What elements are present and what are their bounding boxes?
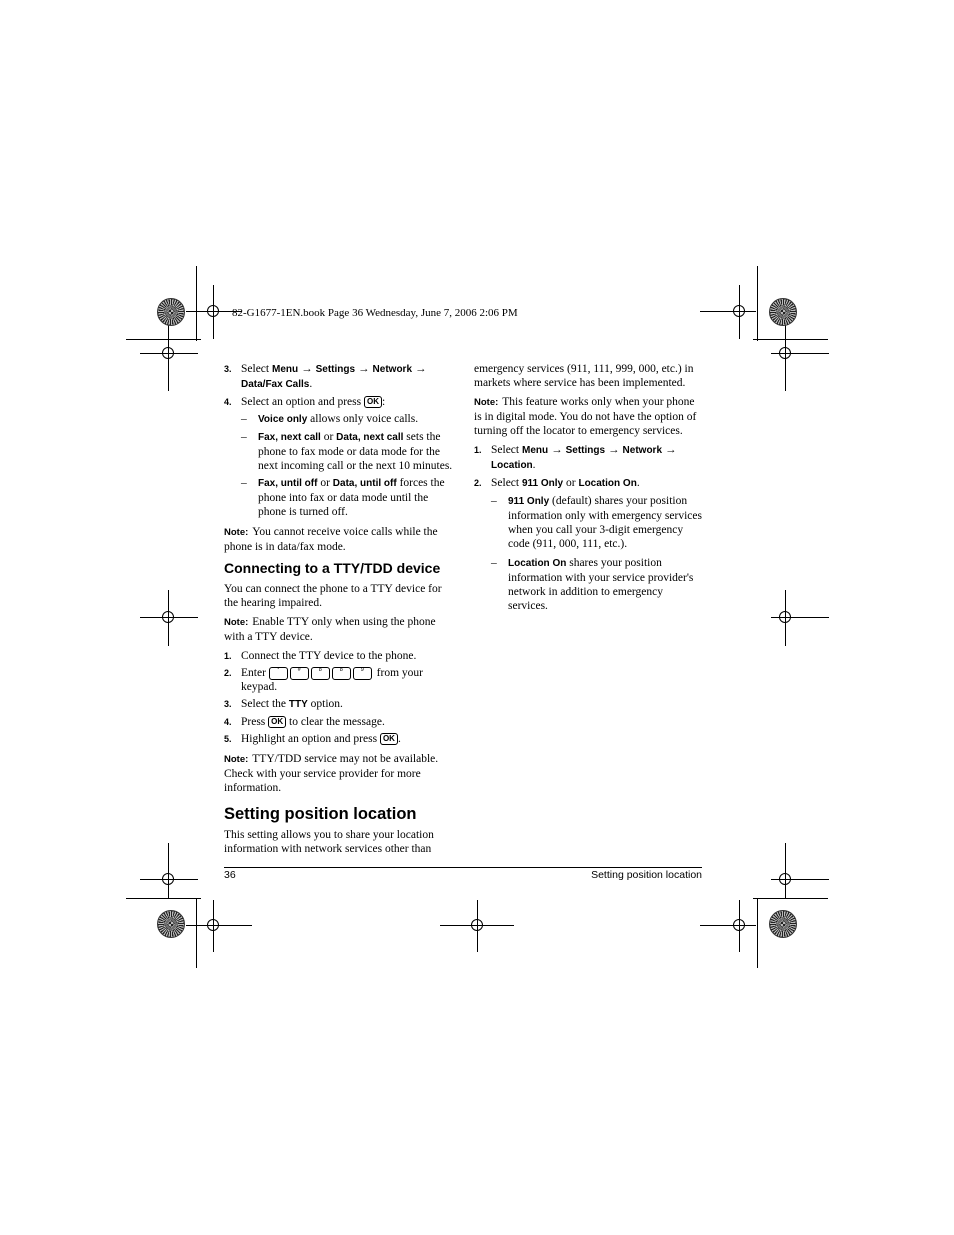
option-911-only: – 911 Only (default) shares your position information only with emergency services when you call your 3-digit emergency code (911, 000, 111, etc.).	[491, 495, 702, 550]
registration-mark-icon	[779, 873, 791, 885]
eight-key-icon: 8	[311, 667, 330, 680]
menu-label: Data/Fax Calls	[241, 379, 310, 390]
registration-mark-icon	[162, 347, 174, 359]
section-heading-position: Setting position location	[224, 805, 417, 823]
registration-mark-icon	[733, 305, 745, 317]
step-press-ok: 4. Press OK to clear the message.	[224, 716, 385, 728]
page-number: 36	[224, 869, 236, 881]
print-slug: 82-G1677-1EN.book Page 36 Wednesday, June 7, 2006 2:06 PM	[232, 307, 518, 319]
arrow-icon: →	[415, 363, 427, 375]
note-data-fax: Note: You cannot receive voice calls while the phone is in data/fax mode.	[224, 526, 438, 553]
crop-line	[168, 843, 169, 899]
crop-line	[196, 898, 197, 968]
nine-key-icon: 9	[353, 667, 372, 680]
menu-label: Menu	[271, 364, 299, 375]
arrow-icon: →	[358, 363, 370, 375]
option-next-call: – Fax, next call or Data, next call sets the phone to fax mode or data mode for the next incoming call or the next 10 minutes.	[241, 431, 453, 472]
ok-key-icon: OK	[268, 716, 286, 728]
position-intro-continued: emergency services (911, 111, 999, 000, etc.) in markets where service has been implemented.	[474, 363, 694, 389]
note-tty-service: Note: TTY/TDD service may not be available. Check with your service provider for more information.	[224, 753, 439, 794]
registration-mark-icon	[162, 611, 174, 623]
starburst-mark-icon	[769, 910, 797, 938]
menu-label: Location	[491, 460, 533, 471]
crop-line	[700, 925, 756, 926]
menu-label: Settings	[315, 364, 356, 375]
arrow-icon: →	[301, 363, 313, 375]
note-digital-mode: Note: This feature works only when your phone is in digital mode. You do not have the option of turning off the locator to emergency services.	[474, 396, 697, 437]
footer-section-title: Setting position location	[591, 869, 702, 881]
arrow-icon: →	[551, 444, 563, 456]
step-select-location: 1. Select Menu → Settings → Network → Location.	[474, 444, 677, 471]
starburst-mark-icon	[157, 910, 185, 938]
registration-mark-icon	[207, 919, 219, 931]
menu-label: Settings	[565, 445, 606, 456]
note-tty: Note: Enable TTY only when using the phone with a TTY device.	[224, 616, 436, 643]
star-key-icon: *	[269, 667, 288, 680]
starburst-mark-icon	[769, 298, 797, 326]
crop-line	[126, 898, 201, 899]
option-location-on: – Location On shares your position information with your service provider's network in addition to emergency services.	[491, 557, 694, 612]
right-column	[474, 362, 702, 616]
registration-mark-icon	[733, 919, 745, 931]
crop-line	[196, 266, 197, 341]
crop-line	[186, 925, 252, 926]
arrow-icon: →	[665, 444, 677, 456]
registration-mark-icon	[779, 611, 791, 623]
crop-line	[785, 843, 786, 899]
pound-key-icon: #	[290, 667, 309, 680]
step-enter-code: 2. Enter * # 8 8 9 from your keypad.	[224, 666, 423, 693]
section-heading-tty: Connecting to a TTY/TDD device	[224, 560, 441, 576]
registration-mark-icon	[471, 919, 483, 931]
step-select-tty: 3. Select the TTY option.	[224, 698, 343, 710]
menu-label: Network	[622, 445, 662, 456]
registration-mark-icon	[207, 305, 219, 317]
left-column	[224, 362, 454, 856]
option-voice-only: – Voice only allows only voice calls.	[241, 413, 419, 425]
step-select-data-fax: 3. Select Menu → Settings → Network → Data/Fax Calls.	[224, 363, 427, 390]
crop-line	[700, 311, 756, 312]
crop-line	[757, 898, 758, 968]
menu-label: Network	[372, 364, 412, 375]
tty-intro: You can connect the phone to a TTY device for the hearing impaired.	[224, 583, 442, 609]
ok-key-icon: OK	[364, 396, 382, 408]
registration-mark-icon	[162, 873, 174, 885]
option-until-off: – Fax, until off or Data, until off forces the phone into fax or data mode until the phone is turned off.	[241, 477, 445, 518]
menu-label: Menu	[521, 445, 549, 456]
step-highlight-option: 5. Highlight an option and press OK .	[224, 733, 401, 745]
crop-line	[753, 339, 828, 340]
step-connect-tty: 1. Connect the TTY device to the phone.	[224, 650, 417, 662]
ok-key-icon: OK	[380, 733, 398, 745]
crop-line	[753, 898, 828, 899]
registration-mark-icon	[779, 347, 791, 359]
position-intro: This setting allows you to share your location information with network services other than	[224, 829, 434, 855]
crop-line	[757, 266, 758, 341]
eight-key-icon: 8	[332, 667, 351, 680]
step-select-option: 4. Select an option and press OK :	[224, 396, 386, 408]
step-select-mode: 2. Select 911 Only or Location On.	[474, 477, 640, 489]
crop-line	[126, 339, 201, 340]
arrow-icon: →	[608, 444, 620, 456]
starburst-mark-icon	[157, 298, 185, 326]
